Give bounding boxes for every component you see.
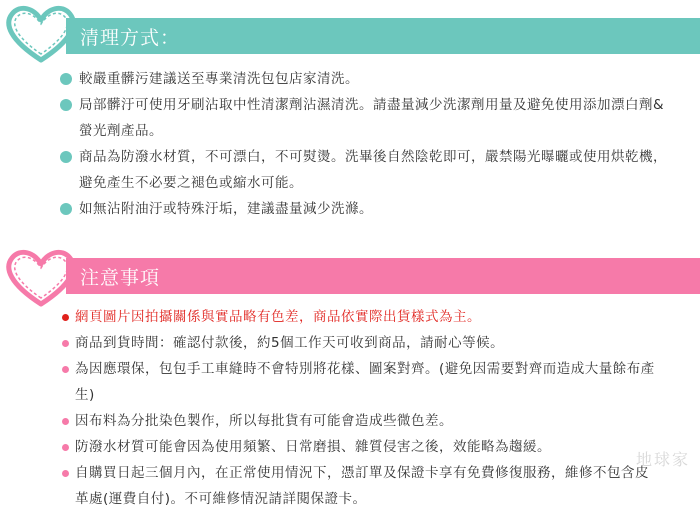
bullet-icon (62, 366, 69, 373)
notice-banner (66, 258, 700, 294)
notice-title: 注意事項 (80, 266, 161, 289)
notice-list (62, 304, 662, 512)
bullet-icon (62, 470, 69, 477)
bullet-icon (62, 314, 69, 321)
cleaning-section (0, 0, 700, 240)
bullet-icon (60, 151, 72, 163)
bullet-icon (60, 73, 72, 85)
notice-section (0, 240, 700, 530)
bullet-icon (62, 444, 69, 451)
bullet-icon (62, 340, 69, 347)
cleaning-list (60, 66, 675, 222)
list-item: 商品為防潑水材質，不可漂白，不可熨燙。洗畢後自然陰乾即可，嚴禁陽光曝曬或使用烘乾機，避免產生不必要之褪色或縮水可能。 (60, 144, 675, 196)
list-item: 局部髒汙可使用牙刷沾取中性清潔劑沾濕清洗。請盡量減少洗潔劑用量及避免使用添加漂白劑&螢光劑產品。 (60, 92, 675, 144)
list-item: 較嚴重髒污建議送至專業清洗包包店家清洗。 (60, 66, 675, 92)
list-item: 如無沾附油汙或特殊汙垢，建議盡量減少洗滌。 (60, 196, 675, 222)
list-item: 因布料為分批染色製作，所以每批貨有可能會造成些微色差。 (62, 408, 662, 434)
watermark: 地球家 (635, 450, 690, 469)
list-item: 自購買日起三個月內，在正常使用情況下，憑訂單及保證卡享有免費修復服務，維修不包含皮革處(運費自付)。不可維修情況請詳閱保證卡。 (62, 460, 662, 512)
bullet-icon (60, 99, 72, 111)
bullet-icon (60, 203, 72, 215)
list-item: 為因應環保，包包手工車縫時不會特別將花樣、圖案對齊。(避免因需要對齊而造成大量餘布產生) (62, 356, 662, 408)
cleaning-title: 清理方式： (80, 26, 181, 49)
bullet-icon (62, 418, 69, 425)
list-item: 網頁圖片因拍攝關係與實品略有色差，商品依實際出貨樣式為主。 (62, 304, 662, 330)
list-item: 商品到貨時間：確認付款後，約5個工作天可收到商品，請耐心等候。 (62, 330, 662, 356)
list-item: 防潑水材質可能會因為使用頻繁、日常磨損、雜質侵害之後，效能略為趨緩。 (62, 434, 662, 460)
cleaning-banner (66, 18, 700, 54)
